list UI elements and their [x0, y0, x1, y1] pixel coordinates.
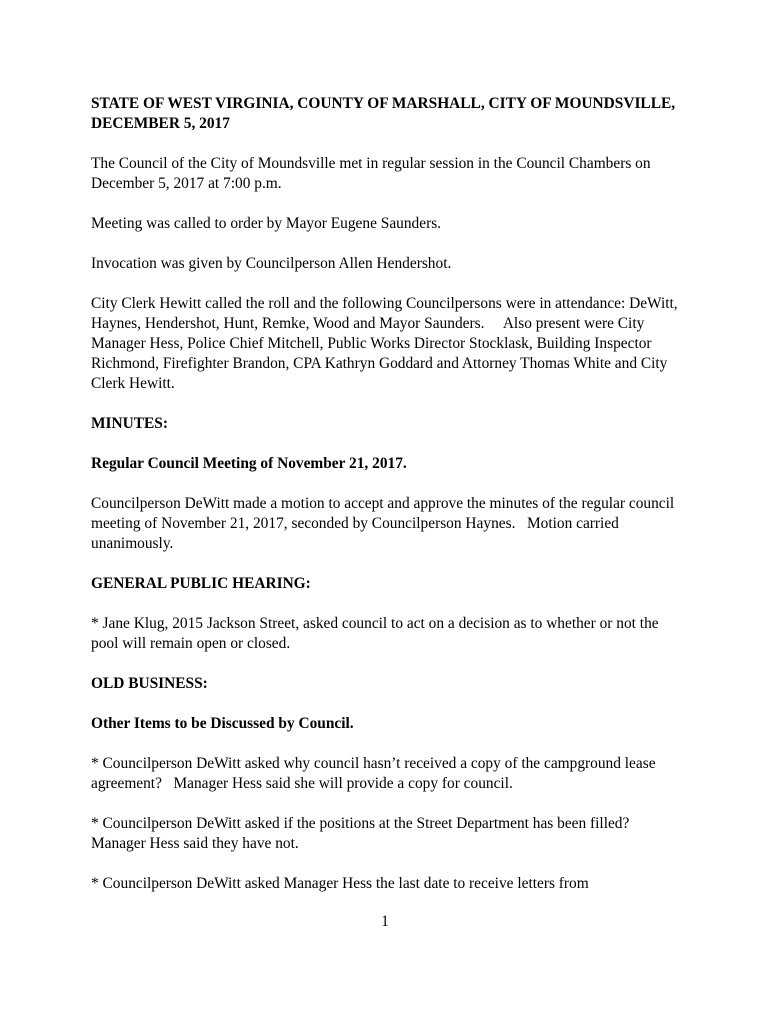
minutes-subheading: Regular Council Meeting of November 21, 2017. [91, 455, 407, 472]
page-number: 1 [381, 913, 389, 930]
old-business-subheading: Other Items to be Discussed by Council. [91, 715, 354, 732]
minutes-paragraph: Councilperson DeWitt made a motion to accept and approve the minutes of the regular council meeting of November 21, 2017, seconded by Councilperson Haynes. Motion carried unanimously. [91, 495, 679, 552]
roll-call-paragraph: City Clerk Hewitt called the roll and the following Councilpersons were in attendance: DeWitt, Haynes, Hendershot, Hunt, Remke, Wood and Mayor Saunders. Also present were City Manager Hess, Police Chief Mitchell, Public Works Director Stocklask, Building Inspector Richmond, Firefighter Brandon, CPA Kathryn Goddard and Attorney Thomas White and City Clerk Hewitt. [91, 295, 682, 392]
old-business-item: * Councilperson DeWitt asked Manager Hess the last date to receive letters from [91, 875, 589, 892]
public-hearing-paragraph: * Jane Klug, 2015 Jackson Street, asked council to act on a decision as to whether or not the pool will remain open or closed. [91, 615, 663, 652]
old-business-heading: OLD BUSINESS: [91, 675, 208, 692]
invocation-paragraph: Invocation was given by Councilperson Allen Hendershot. [91, 255, 452, 272]
called-to-order-paragraph: Meeting was called to order by Mayor Eugene Saunders. [91, 215, 442, 232]
public-hearing-heading: GENERAL PUBLIC HEARING: [91, 575, 311, 592]
document-body [91, 94, 681, 914]
intro-paragraph: The Council of the City of Moundsville met in regular session in the Council Chambers on December 5, 2017 at 7:00 p.m. [91, 155, 655, 192]
minutes-heading: MINUTES: [91, 415, 168, 432]
old-business-item: * Councilperson DeWitt asked if the positions at the Street Department has been filled? Manager Hess said they have not. [91, 815, 634, 852]
old-business-item: * Councilperson DeWitt asked why council hasn’t received a copy of the campground lease agreement? Manager Hess said she will provide a copy for council. [91, 755, 660, 792]
document-title: STATE OF WEST VIRGINIA, COUNTY OF MARSHALL, CITY OF MOUNDSVILLE, DECEMBER 5, 2017 [91, 95, 679, 132]
